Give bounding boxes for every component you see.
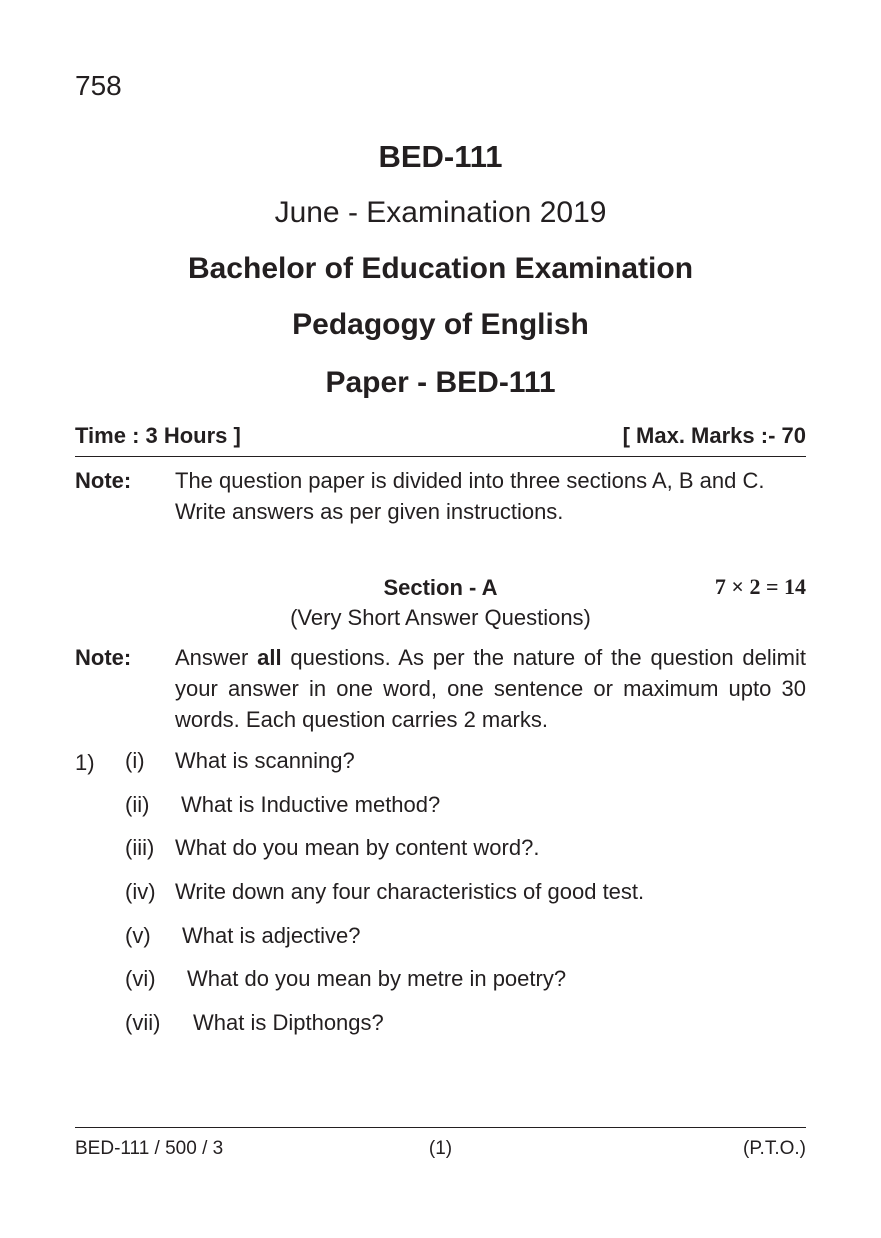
note-label: Note: [75,468,132,493]
pto-label: (P.T.O.) [743,1138,806,1159]
question-roman: (ii) [125,791,150,817]
question-text: What do you mean by metre in poetry? [187,966,567,992]
question-list [125,748,815,1054]
question-roman: (vii) [125,1010,161,1036]
max-marks: [ Max. Marks :- 70 [622,423,806,448]
question-text: What is adjective? [182,922,361,948]
paper-title: Paper - BED-111 [325,366,556,399]
question-text: What is Inductive method? [181,791,441,817]
section-a-note [175,642,806,735]
section-a-title: Section - A [383,575,498,600]
question-text: What do you mean by content word?. [175,835,540,861]
question-item [125,1010,815,1054]
question-text: What is Dipthongs? [193,1010,384,1036]
question-item [125,923,815,967]
exam-title: June - Examination 2019 [274,196,607,229]
degree-title: Bachelor of Education Examination [187,252,694,285]
question-text: What is scanning? [175,748,355,773]
question-item [125,879,815,923]
question-item [125,792,815,836]
question-roman: (iv) [125,879,156,905]
page-code: 758 [75,70,122,101]
note-text-post: questions. As per the nature of the question delimit your answer in one word, one sentence or maximum upto 30 words. Each question carries 2 marks. [175,645,806,732]
general-note: The question paper is divided into three sections A, B and C. Write answers as per given instructions. [175,468,765,524]
time-limit: Time : 3 Hours ] [75,423,241,448]
course-code: BED-111 [378,139,503,174]
question-item [125,748,815,792]
footer-divider [75,1127,806,1128]
question-item [125,835,815,879]
question-number: 1) [75,750,95,775]
header-divider [75,456,806,457]
question-roman: (iii) [125,835,155,861]
page-number: (1) [428,1138,453,1159]
section-a-subtitle: (Very Short Answer Questions) [290,605,591,630]
question-item [125,966,815,1010]
section-note-label: Note: [75,645,132,670]
question-text: Write down any four characteristics of good test. [175,879,645,905]
question-roman: (i) [125,748,145,773]
note-text-emphasis: all [257,645,282,670]
section-a-marks: 7 × 2 = 14 [714,574,806,599]
footer-code: BED-111 / 500 / 3 [75,1138,224,1159]
note-text-pre: Answer [175,645,258,670]
question-roman: (v) [125,922,151,948]
question-roman: (vi) [125,966,156,992]
subject-title: Pedagogy of English [292,308,589,341]
